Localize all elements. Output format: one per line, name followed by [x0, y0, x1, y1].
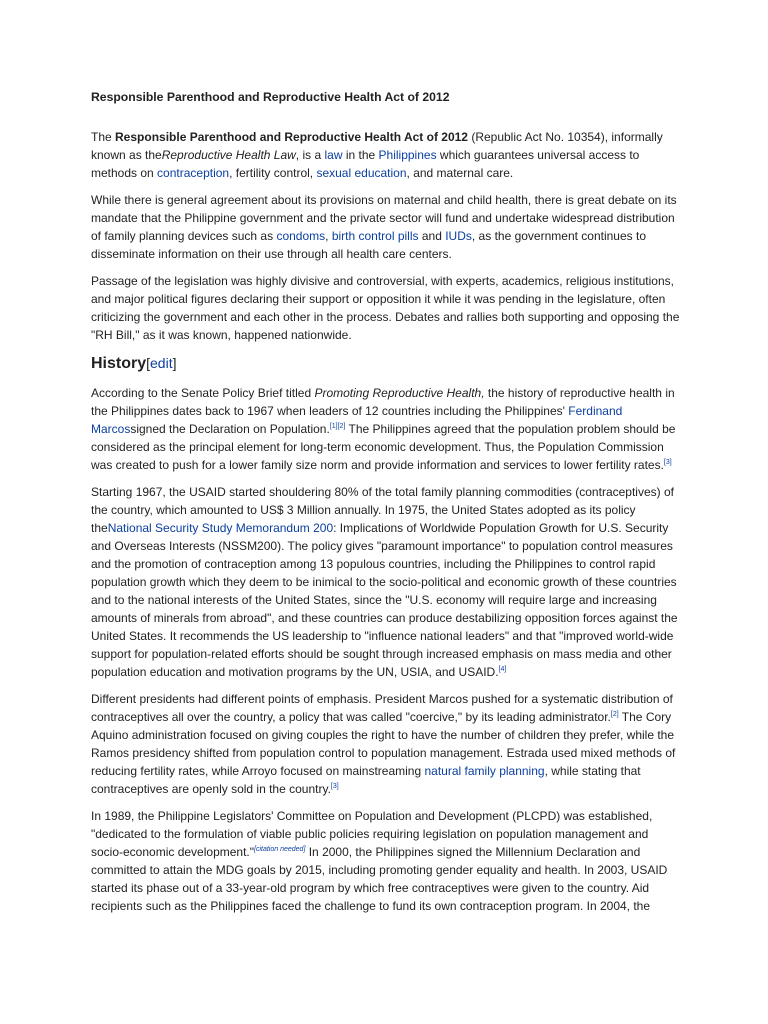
iuds-link[interactable]: IUDs — [445, 229, 472, 243]
passage-paragraph: Passage of the legislation was highly divisive and controversial, with experts, academics, religious institutions, and major political figures declaring their support or opposition it while it was pending in the legislature, often criticizing the government and each other in the process. Debates and rallies both supporting and opposing the "RH Bill," as it was known, happened nationwide. — [91, 274, 680, 342]
birth-control-pills-link[interactable]: birth control pills — [331, 229, 419, 243]
history-paragraph-3: Different presidents had different points of emphasis. President Marcos pushed for a systematic distribution of contraceptives all over the country, a policy that was called "coercive," by its leading administrator.[2] The Cory Aquino administration focused on giving couples the right to have the number of children they prefer, while the Ramos presidency shifted from population control to population management. Estrada used mixed methods of reducing fertility rates, while Arroyo focused on mainstreaming natural family planning, while stating that contraceptives are openly sold in the country.[3] — [91, 692, 676, 796]
history-heading: History[edit] — [91, 355, 177, 372]
citation-ref[interactable]: [3] — [663, 459, 672, 466]
citation-ref[interactable]: [3] — [330, 783, 339, 790]
law-link[interactable]: law — [324, 148, 343, 162]
intro-paragraph: The Responsible Parenthood and Reproductive Health Act of 2012 (Republic Act No. 10354), informally known as theReproductive Health Law, is a law in the Philippines which guarantees universal access to methods on contraception, fertility control, sexual education, and maternal care. — [91, 130, 663, 180]
citation-needed[interactable]: [citation needed] — [254, 846, 306, 853]
contraception-link[interactable]: contraception — [157, 166, 230, 180]
history-paragraph-4: In 1989, the Philippine Legislators' Committee on Population and Development (PLCPD) was established, "dedicated to the formulation of viable public policies requiring legislation on population management and socio-economic development."[citation needed] In 2000, the Philippines signed the Millennium Declaration and committed to attain the MDG goals by 2015, including promoting gender equality and health. In 2003, USAID started its phase out of a 33-year-old program by which free contraceptives were given to the country. Aid recipients such as the Philippines faced the challenge to fund its own contraception program. In 2004, the — [91, 809, 668, 913]
condoms-link[interactable]: condoms — [276, 229, 326, 243]
natural-family-planning-link[interactable]: natural family planning — [424, 764, 545, 778]
citation-ref[interactable]: [4] — [498, 666, 507, 673]
document-page — [91, 88, 681, 924]
edit-link[interactable]: edit — [150, 355, 173, 371]
document-title: Responsible Parenthood and Reproductive Health Act of 2012 — [91, 90, 450, 104]
philippines-link[interactable]: Philippines — [378, 148, 437, 162]
history-paragraph-2: Starting 1967, the USAID started shouldering 80% of the total family planning commodities (contraceptives) of the country, which amounted to US$ 3 Million annually. In 1975, the United States adopted as its policy theNational Security Study Memorandum 200: Implications of Worldwide Population Growth for U.S. Security and Overseas Interests (NSSM200). The policy gives "paramount importance" to population control measures and the promotion of contraception among 13 populous countries, including the Philippines to control rapid population growth which they deem to be inimical to the socio-political and economic growth of these countries and to the national interests of the United States, since the "U.S. economy will require large and increasing amounts of minerals from abroad", and these countries can produce destabilizing opposition forces against the United States. It recommends the US leadership to "influence national leaders" and that "improved world-wide support for population-related efforts should be sought through increased emphasis on mass media and other population education and motivation programs by the UN, USIA, and USAID.[4] — [91, 485, 678, 679]
history-paragraph-1: According to the Senate Policy Brief titled Promoting Reproductive Health, the history of reproductive health in the Philippines dates back to 1967 when leaders of 12 countries including the Philippines' Ferdinand Marcossigned the Declaration on Population.[1][2] The Philippines agreed that the population problem should be considered as the principal element for long-term economic development. Thus, the Population Commission was created to push for a lower family size norm and provide information and services to lower fertility rates.[3] — [91, 386, 676, 472]
nssm200-link[interactable]: National Security Study Memorandum 200 — [107, 521, 334, 535]
act-name: Responsible Parenthood and Reproductive Health Act of 2012 — [115, 130, 468, 144]
debate-paragraph: While there is general agreement about its provisions on maternal and child health, there is great debate on its mandate that the Philippine government and the private sector will fund and undertake widespread distribution of family planning devices such as condoms, birth control pills and IUDs, as the government continues to disseminate information on their use through all health care centers. — [91, 193, 677, 261]
sexual-education-link[interactable]: sexual education — [316, 166, 407, 180]
citation-ref[interactable]: [2] — [610, 711, 619, 718]
citation-ref[interactable]: [1][2] — [329, 423, 346, 430]
ferdinand-marcos-link[interactable]: Ferdinand Marcos — [91, 404, 623, 436]
